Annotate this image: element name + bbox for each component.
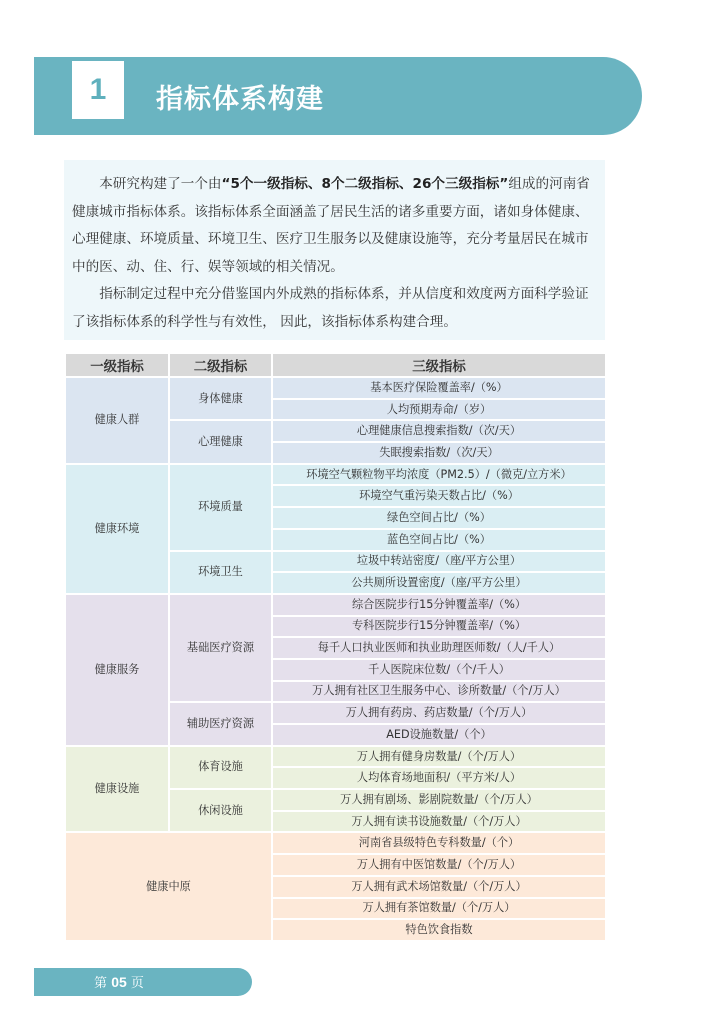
level-3-cell: 垃圾中转站密度/（座/平方公里） xyxy=(272,551,605,573)
table-row xyxy=(66,832,605,854)
level-3-cell: 特色饮食指数 xyxy=(272,919,605,941)
level-3-cell: 万人拥有武术场馆数量/（个/万人） xyxy=(272,876,605,898)
level-3-cell: 专科医院步行15分钟覆盖率/（%） xyxy=(272,616,605,638)
level-3-cell: 心理健康信息搜索指数/（次/天） xyxy=(272,420,605,442)
header-level-3: 三级指标 xyxy=(272,354,605,377)
level-3-cell: 万人拥有药房、药店数量/（个/万人） xyxy=(272,702,605,724)
level-1-cell: 健康人群 xyxy=(66,377,169,464)
level-3-cell: 环境空气颗粒物平均浓度（PM2.5）/（微克/立方米） xyxy=(272,464,605,486)
level-2-cell: 环境质量 xyxy=(169,464,272,551)
level-3-cell: AED设施数量/（个） xyxy=(272,724,605,746)
level-3-cell: 万人拥有健身房数量/（个/万人） xyxy=(272,746,605,768)
page-number xyxy=(34,968,204,996)
level-1-cell: 健康环境 xyxy=(66,464,169,594)
level-3-cell: 河南省县级特色专科数量/（个） xyxy=(272,832,605,854)
table-row xyxy=(66,594,605,616)
level-2-cell: 休闲设施 xyxy=(169,789,272,832)
level-3-cell: 公共厕所设置密度/（座/平方公里） xyxy=(272,572,605,594)
level-3-cell: 每千人口执业医师和执业助理医师数/（人/千人） xyxy=(272,637,605,659)
level-3-cell: 万人拥有读书设施数量/（个/万人） xyxy=(272,811,605,833)
section-title: 指标体系构建 xyxy=(156,84,324,115)
intro-text: 本研究构建了一个由 xyxy=(99,176,222,192)
level-2-cell: 辅助医疗资源 xyxy=(169,702,272,745)
level-1-cell: 健康中原 xyxy=(66,832,272,940)
level-3-cell: 失眠搜索指数/（次/天） xyxy=(272,442,605,464)
level-3-cell: 综合医院步行15分钟覆盖率/（%） xyxy=(272,594,605,616)
table-row xyxy=(66,746,605,768)
page-suffix: 页 xyxy=(130,976,144,991)
intro-text: 组成的河南省健康城市指标体系。该指标体系全面涵盖了居民生活的诸多重要方面，诸如身体健康、心理健康、环境质量、环境卫生、医疗卫生服务以及健康设施等，充分考量居民在城市中的医、动、住、行、娱等领域的相关情况。 xyxy=(72,176,590,275)
intro-box xyxy=(64,160,605,340)
level-3-cell: 绿色空间占比/（%） xyxy=(272,507,605,529)
section-number: 1 xyxy=(72,61,124,119)
header-level-1: 一级指标 xyxy=(66,354,169,377)
level-2-cell: 体育设施 xyxy=(169,746,272,789)
table-row xyxy=(66,377,605,399)
level-2-cell: 身体健康 xyxy=(169,377,272,420)
level-3-cell: 蓝色空间占比/（%） xyxy=(272,529,605,551)
header-level-2: 二级指标 xyxy=(169,354,272,377)
page-value: 05 xyxy=(111,974,127,990)
level-3-cell: 万人拥有社区卫生服务中心、诊所数量/（个/万人） xyxy=(272,681,605,703)
intro-paragraph-2: 指标制定过程中充分借鉴国内外成熟的指标体系，并从信度和效度两方面科学验证了该指标体系的科学性与有效性， 因此，该指标体系构建合理。 xyxy=(72,286,589,330)
level-3-cell: 万人拥有中医馆数量/（个/万人） xyxy=(272,854,605,876)
page-prefix: 第 xyxy=(94,976,108,991)
level-1-cell: 健康服务 xyxy=(66,594,169,746)
table-row xyxy=(66,464,605,486)
level-3-cell: 万人拥有茶馆数量/（个/万人） xyxy=(272,898,605,920)
indicator-table xyxy=(66,354,605,942)
level-3-cell: 万人拥有剧场、影剧院数量/（个/万人） xyxy=(272,789,605,811)
level-1-cell: 健康设施 xyxy=(66,746,169,833)
intro-highlight: “5个一级指标、8个二级指标、26个三级指标” xyxy=(221,176,509,192)
level-3-cell: 环境空气重污染天数占比/（%） xyxy=(272,485,605,507)
level-3-cell: 人均预期寿命/（岁） xyxy=(272,399,605,421)
level-3-cell: 基本医疗保险覆盖率/（%） xyxy=(272,377,605,399)
level-2-cell: 环境卫生 xyxy=(169,551,272,594)
section-header-bar xyxy=(34,57,642,135)
level-3-cell: 人均体育场地面积/（平方米/人） xyxy=(272,767,605,789)
level-2-cell: 基础医疗资源 xyxy=(169,594,272,702)
level-2-cell: 心理健康 xyxy=(169,420,272,463)
intro-paragraph-1 xyxy=(72,171,597,281)
level-3-cell: 千人医院床位数/（个/千人） xyxy=(272,659,605,681)
table-header-row xyxy=(66,354,605,377)
